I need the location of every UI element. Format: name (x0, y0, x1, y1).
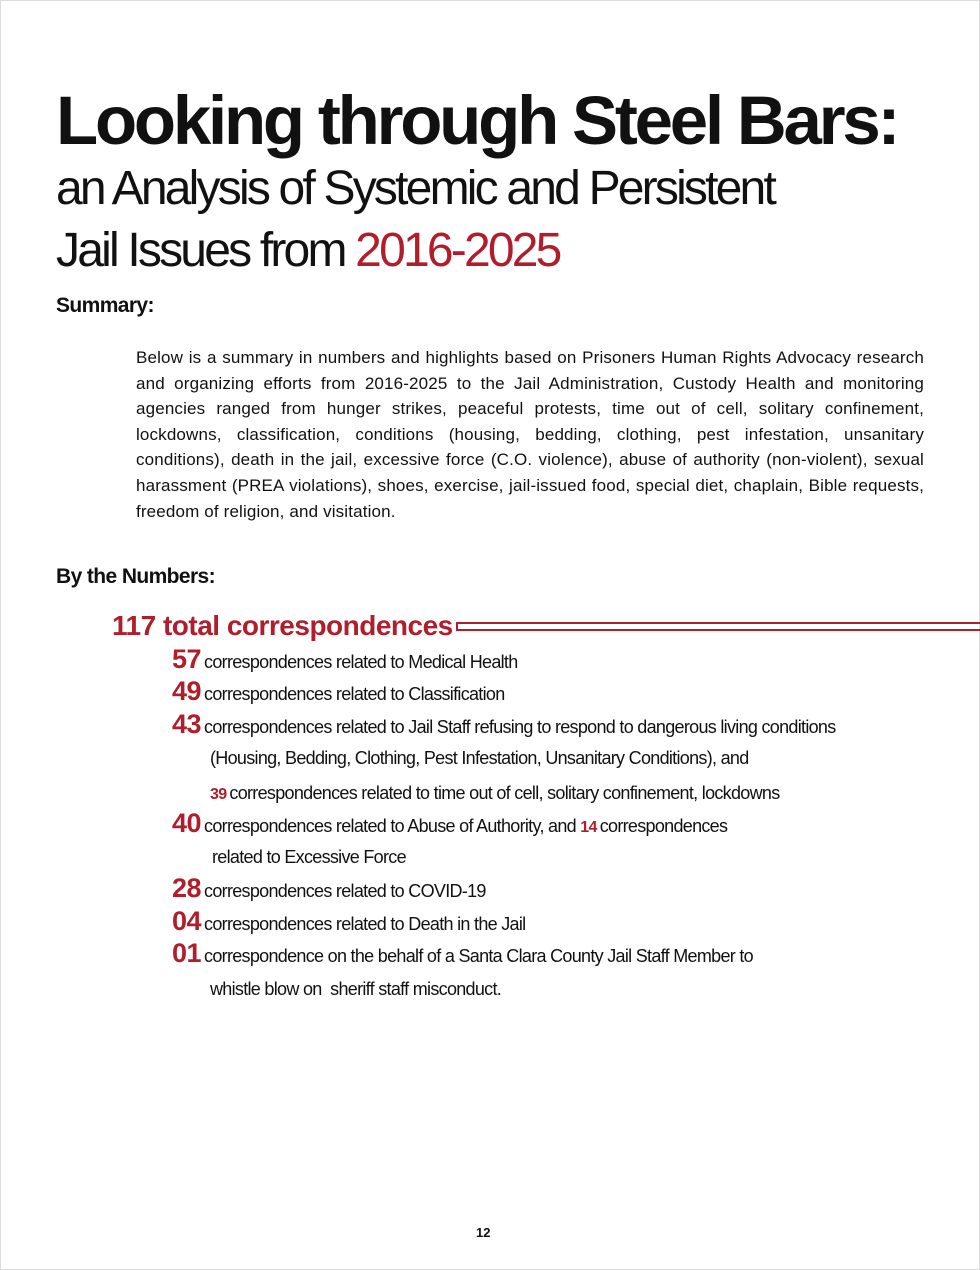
stat-line (172, 938, 753, 969)
stat-continuation: related to Excessive Force (212, 847, 406, 867)
stat-text: correspondences related to Death in the Jail (204, 914, 526, 934)
stat-continuation: whistle blow on sheriff staff misconduct. (210, 979, 502, 999)
stat-line (172, 808, 727, 839)
red-rule-divider (456, 622, 980, 631)
stat-number: 49 (172, 676, 202, 706)
summary-paragraph: Below is a summary in numbers and highlights based on Prisoners Human Rights Advocacy research and organizing efforts from 2016-2025 to the Jail Administration, Custody Health and monitoring agencies ranged from hunger strikes, peaceful protests, time out of cell, solitary confinement, lockdowns, classification, conditions (housing, bedding, clothing, pest infestation, unsanitary conditions), death in the jail, excessive force (C.O. violence), abuse of authority (non-violent), sexual harassment (PREA violations), shoes, exercise, jail-issued food, special diet, chaplain, Bible requests, freedom of religion, and visitation. (136, 348, 924, 521)
stat-text: correspondences related to Abuse of Authority, and (204, 816, 576, 836)
stat-continuation: (Housing, Bedding, Clothing, Pest Infestation, Unsanitary Conditions), and (210, 748, 749, 768)
stat-text: correspondences related to Classification (204, 684, 505, 704)
stat-text: correspondence on the behalf of a Santa Clara County Jail Staff Member to (204, 946, 753, 966)
stat-text: correspondences related to COVID-19 (204, 881, 486, 901)
stat-text: correspondences related to Medical Health (204, 652, 518, 672)
subtitle-years: 2016-2025 (355, 224, 560, 277)
page-title: Looking through Steel Bars: (56, 82, 898, 159)
total-correspondences: 117 total correspondences (112, 610, 453, 641)
stat-line (172, 709, 836, 740)
by-the-numbers-heading: By the Numbers: (56, 565, 216, 588)
stat-number: 57 (172, 644, 202, 674)
stat-line (210, 783, 780, 804)
stat-number: 43 (172, 709, 202, 739)
stat-text: correspondences related to time out of cell, solitary confinement, lockdowns (229, 783, 780, 803)
subtitle-line-1: an Analysis of Systemic and Persistent (56, 162, 774, 215)
stat-text: correspondences related to Jail Staff refusing to respond to dangerous living conditions (204, 717, 836, 737)
stat-line (172, 644, 518, 675)
subtitle-line-2-prefix: Jail Issues from (56, 224, 356, 277)
stat-line (172, 873, 486, 904)
stat-inline-number: 14 (580, 819, 597, 836)
stat-number: 39 (210, 786, 227, 803)
stat-number: 40 (172, 808, 202, 838)
stat-number: 28 (172, 873, 202, 903)
page-number: 12 (476, 1225, 491, 1240)
stat-line (172, 676, 505, 707)
page-subtitle (56, 158, 774, 282)
summary-heading: Summary: (56, 294, 154, 317)
stat-inline-text: correspondences (599, 816, 728, 836)
stat-line (172, 906, 525, 937)
stat-number: 01 (172, 938, 202, 968)
stat-number: 04 (172, 906, 202, 936)
